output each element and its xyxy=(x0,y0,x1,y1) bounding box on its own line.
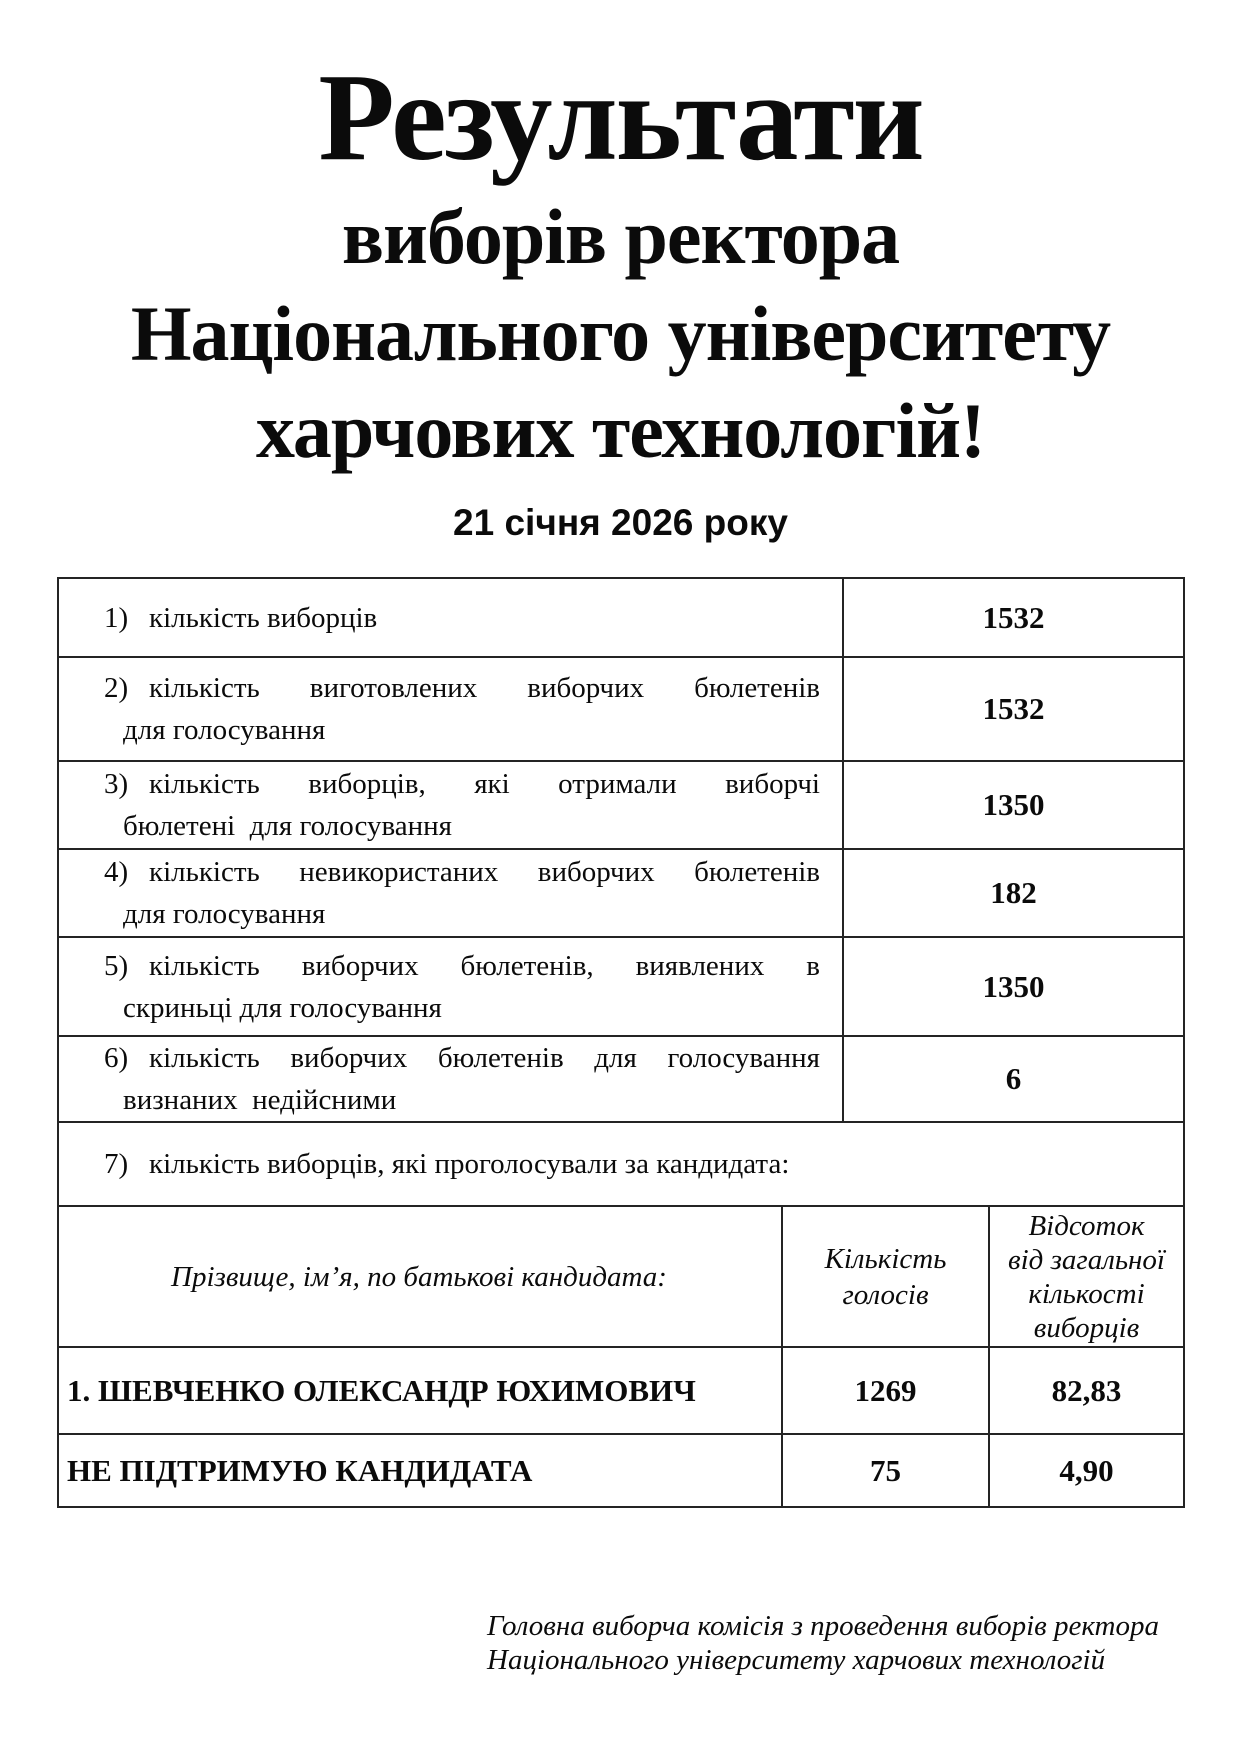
row-3-value: 1350 xyxy=(982,787,1045,822)
candidates-header-row xyxy=(59,1207,1183,1348)
row-label-text: кількість виборців xyxy=(149,601,378,634)
header-percent-line: виборців xyxy=(1033,1311,1140,1344)
page-subtitle-line1: виборів ректора xyxy=(341,193,900,280)
signature-line-2: Національного університету харчових технологій xyxy=(487,1644,1106,1676)
header-percent-line: від загальної xyxy=(1008,1243,1165,1276)
candidates-header-name: Прізвище, ім’я, по батькові кандидата: xyxy=(59,1207,783,1346)
row-label-text-2: бюлетені для голосування xyxy=(123,810,453,842)
page-title: Результати xyxy=(318,49,923,187)
document-header xyxy=(57,0,1185,543)
table-row-3 xyxy=(59,762,1183,850)
row-5-label xyxy=(59,938,844,1035)
row-1-value: 1532 xyxy=(982,599,1045,635)
candidate-name: 1. ШЕВЧЕНКО ОЛЕКСАНДР ЮХИМОВИЧ xyxy=(59,1348,783,1433)
row-4-value: 182 xyxy=(990,875,1037,910)
row-4-label xyxy=(59,850,844,936)
table-row-2 xyxy=(59,658,1183,762)
row-2-label xyxy=(59,658,844,760)
row-label-text: кількість виборчих бюлетенів для голосування xyxy=(149,1042,820,1074)
row-3-label xyxy=(59,762,844,848)
row-1-label xyxy=(59,579,844,656)
candidates-header-percent xyxy=(990,1207,1183,1346)
results-table xyxy=(57,577,1185,1508)
row-number: 6) xyxy=(104,1042,129,1074)
row-2-value: 1532 xyxy=(982,691,1045,726)
candidate-percent: 82,83 xyxy=(1051,1372,1122,1408)
row-7-label xyxy=(59,1123,1183,1205)
election-date: 21 січня 2026 року xyxy=(453,502,788,543)
commission-signature xyxy=(487,1609,1159,1677)
header-percent-line: кількості xyxy=(1028,1277,1145,1310)
row-label-text-2: для голосування xyxy=(123,714,326,746)
candidate-votes: 1269 xyxy=(783,1348,990,1433)
row-number: 7) xyxy=(104,1148,129,1180)
row-6-value: 6 xyxy=(1005,1061,1022,1096)
row-number: 2) xyxy=(104,672,129,704)
row-label-text: кількість виборців, які проголосували за кандидата: xyxy=(149,1148,790,1180)
candidate-name: НЕ ПІДТРИМУЮ КАНДИДАТА xyxy=(59,1435,783,1506)
row-label-text-2: для голосування xyxy=(123,898,326,930)
header-votes-line: Кількість xyxy=(824,1242,947,1275)
row-6-label xyxy=(59,1037,844,1121)
page-subtitle-line2: Національного університету xyxy=(130,290,1111,377)
page-subtitle-line3: харчових технологій! xyxy=(255,387,986,474)
row-number: 3) xyxy=(104,768,129,800)
table-row-6 xyxy=(59,1037,1183,1123)
table-row-1 xyxy=(59,579,1183,658)
candidate-percent: 4,90 xyxy=(1059,1452,1114,1488)
candidate-row xyxy=(59,1348,1183,1435)
candidates-header-votes xyxy=(783,1207,990,1346)
header-percent-line: Відсоток xyxy=(1028,1209,1145,1242)
table-row-5 xyxy=(59,938,1183,1037)
signature-line-1: Головна виборча комісія з проведення виборів ректора xyxy=(487,1610,1159,1642)
row-5-value: 1350 xyxy=(982,968,1045,1004)
candidate-row xyxy=(59,1435,1183,1506)
table-row-4 xyxy=(59,850,1183,938)
row-label-text-2: визнаних недійсними xyxy=(123,1084,397,1116)
row-label-text: кількість виготовлених виборчих бюлетенів xyxy=(149,672,820,704)
row-label-text-2: скриньці для голосування xyxy=(123,991,442,1024)
row-label-text: кількість невикористаних виборчих бюлетенів xyxy=(149,856,820,888)
row-number: 1) xyxy=(104,601,129,634)
row-number: 5) xyxy=(104,949,129,982)
row-number: 4) xyxy=(104,856,129,888)
row-label-text: кількість виборчих бюлетенів, виявлених в xyxy=(149,949,820,982)
candidate-votes: 75 xyxy=(783,1435,990,1506)
header-votes-line: голосів xyxy=(842,1278,929,1311)
table-row-7 xyxy=(59,1123,1183,1207)
row-label-text: кількість виборців, які отримали виборчі xyxy=(149,768,820,800)
